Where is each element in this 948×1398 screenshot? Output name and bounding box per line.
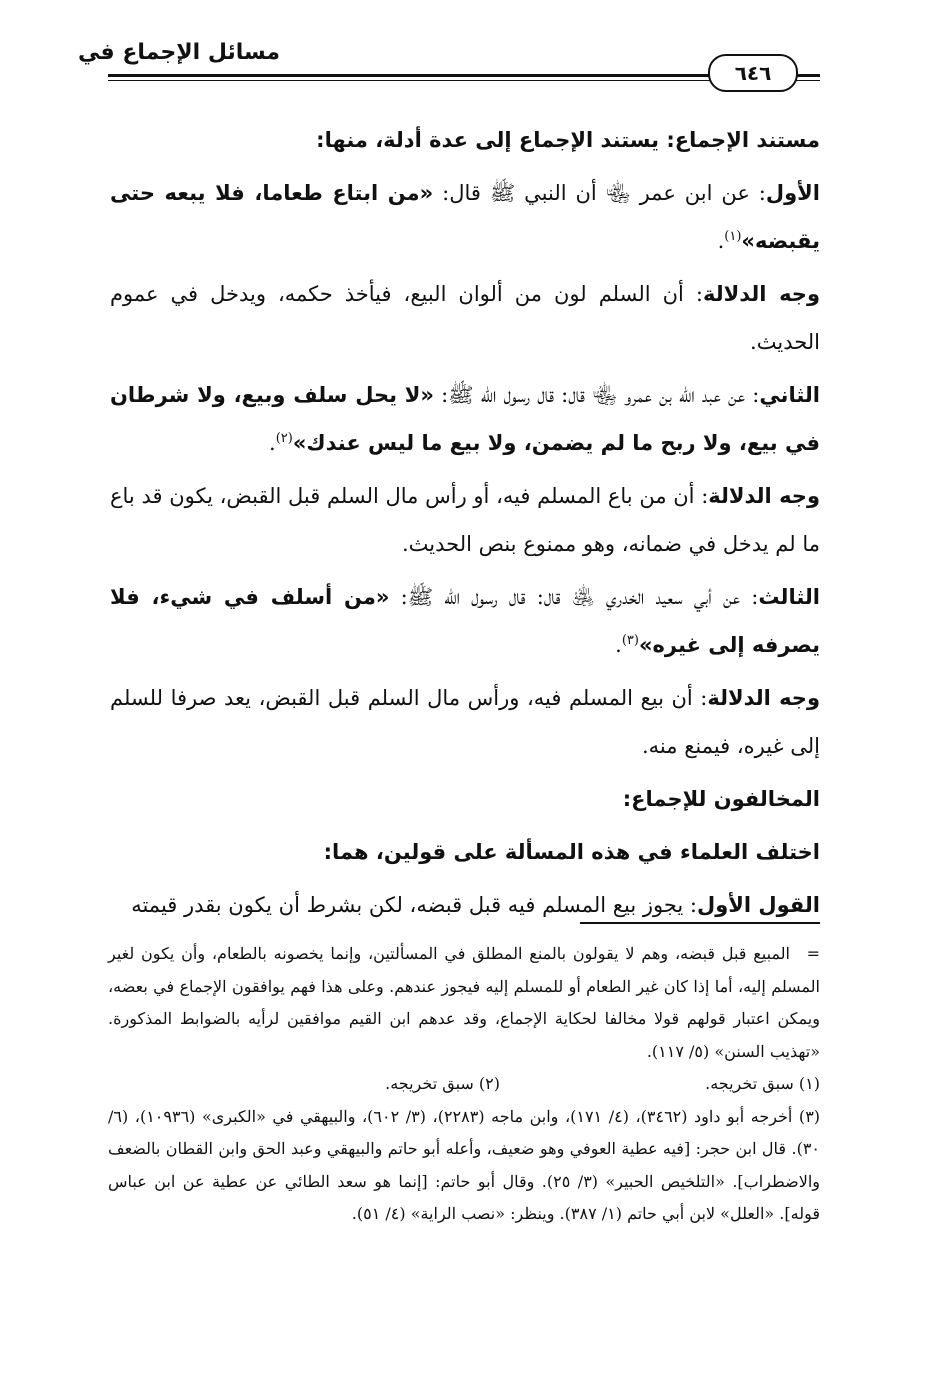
paragraph-lead: وجه الدلالة (708, 484, 820, 508)
section-heading-disagreement (110, 828, 820, 876)
heading-text: اختلف العلماء في هذه المسألة على قولين، هما: (323, 840, 820, 864)
paragraph-first-indication (110, 270, 820, 366)
paragraph-end: . (717, 229, 725, 253)
paragraph-lead: مستند الإجماع (674, 128, 820, 152)
footnote-row (108, 1068, 820, 1101)
hadith-quote: «من أسلف في شيء، فلا يصرفه إلى غيره» (110, 585, 820, 657)
paragraph-lead: القول الأول (696, 893, 820, 917)
paragraph-text: : يجوز بيع المسلم فيه قبل قبضه، لكن بشرط أن يكون بقدر قيمته (131, 893, 697, 917)
footnote-continuation (108, 938, 820, 1068)
page-number: ٦٤٦ (708, 54, 798, 92)
paragraph-end: . (615, 633, 622, 657)
paragraph-text: : عن أبي سعيد الخدري ﵁ قال: قال رسول الله ﷺ: (389, 585, 759, 609)
paragraph-text: : عن ابن عمر ﵄ أن النبي ﷺ قال: (433, 181, 766, 205)
paragraph-evidence-intro (110, 116, 820, 164)
paragraph-second-indication (110, 472, 820, 568)
paragraph-text: : أن من باع المسلم فيه، أو رأس مال السلم قبل القبض، يكون قد باع ما لم يدخل في ضمانه، وهو ممنوع بنص الحديث. (110, 484, 820, 556)
page-header (78, 40, 820, 92)
paragraph-text: : أن بيع المسلم فيه، ورأس مال السلم قبل القبض، يعد صرفا للسلم إلى غيره، فيمنع منه. (110, 686, 820, 758)
paragraph-third-indication (110, 674, 820, 770)
footnote-1: (١) سبق تخريجه. (705, 1074, 820, 1093)
paragraph-end: . (269, 431, 276, 455)
footnote-separator (580, 922, 820, 924)
main-text (110, 116, 820, 934)
continuation-mark: = (806, 944, 820, 963)
paragraph-first-evidence (110, 169, 820, 265)
footnote-ref[interactable]: (١) (724, 229, 742, 244)
hadith-quote: «من ابتاع طعاما، فلا يبعه حتى يقبضه» (110, 181, 820, 253)
paragraph-lead: وجه الدلالة (702, 282, 820, 306)
footnote-3: (٣) أخرجه أبو داود (٣٤٦٢)، (٤/ ١٧١)، وابن ماجه (٢٢٨٣)، (٣/ ٦٠٢)، والبيهقي في «الكبرى» (١٠٩٣٦)، (٦/ ٣٠). قال ابن حجر: [فيه عطية العوفي وهو ضعيف، وأعله أبو حاتم والبيهقي وعبد الحق وابن القطان بالضعف والاضطراب]. «التلخيص الحبير» (٣/ ٢٥). وقال أبو حاتم: [إنما هو سعد الطائي عن عطية عن ابن عباس قوله]. «العلل» لابن أبي حاتم (١/ ٣٨٧). وينظر: «نصب الراية» (٤/ ٥١). (108, 1106, 821, 1223)
footnote-ref[interactable]: (٣) (621, 633, 639, 648)
paragraph-text: : عن عبد الله بن عمرو ﵄ قال: قال رسول الله ﷺ: (433, 383, 760, 407)
footnote-ref[interactable]: (٢) (275, 431, 293, 446)
paragraph-lead: الأول (765, 181, 820, 205)
paragraph-text: : يستند الإجماع إلى عدة أدلة، منها: (316, 128, 675, 152)
footnotes (108, 938, 820, 1231)
footnote-text: المبيع قبل قبضه، وهم لا يقولون بالمنع المطلق في المسألتين، وإنما يخصونه بالطعام، وأن يكون لغير المسلم إليه، أما إذا كان غير الطعام أو للمسلم إليه فيجوز عندهم. وعلى هذا فهم يوافقون الإجماع في بعضه، ويمكن اعتبار قولهم قولا مخالفا لحكاية الإجماع، وقد عدهم ابن القيم موافقين لرأيه بالضوابط المذكورة. «تهذيب السنن» (٥/ ١١٧). (108, 944, 820, 1061)
paragraph-lead: الثاني (759, 383, 820, 407)
hadith-quote: «لا يحل سلف وبيع، ولا شرطان في بيع، ولا ربح ما لم يضمن، ولا بيع ما ليس عندك» (110, 383, 820, 455)
heading-text: المخالفون للإجماع: (622, 787, 820, 811)
paragraph-lead: الثالث (758, 585, 820, 609)
paragraph-second-evidence (110, 371, 820, 467)
section-heading-opponents (110, 775, 820, 823)
book-title: مسائل الإجماع في (78, 40, 280, 65)
paragraph-lead: وجه الدلالة (707, 686, 820, 710)
paragraph-third-evidence (110, 573, 820, 669)
footnote-2: (٢) سبق تخريجه. (385, 1074, 500, 1093)
paragraph-text: : أن السلم لون من ألوان البيع، فيأخذ حكمه، ويدخل في عموم الحديث. (110, 282, 820, 354)
